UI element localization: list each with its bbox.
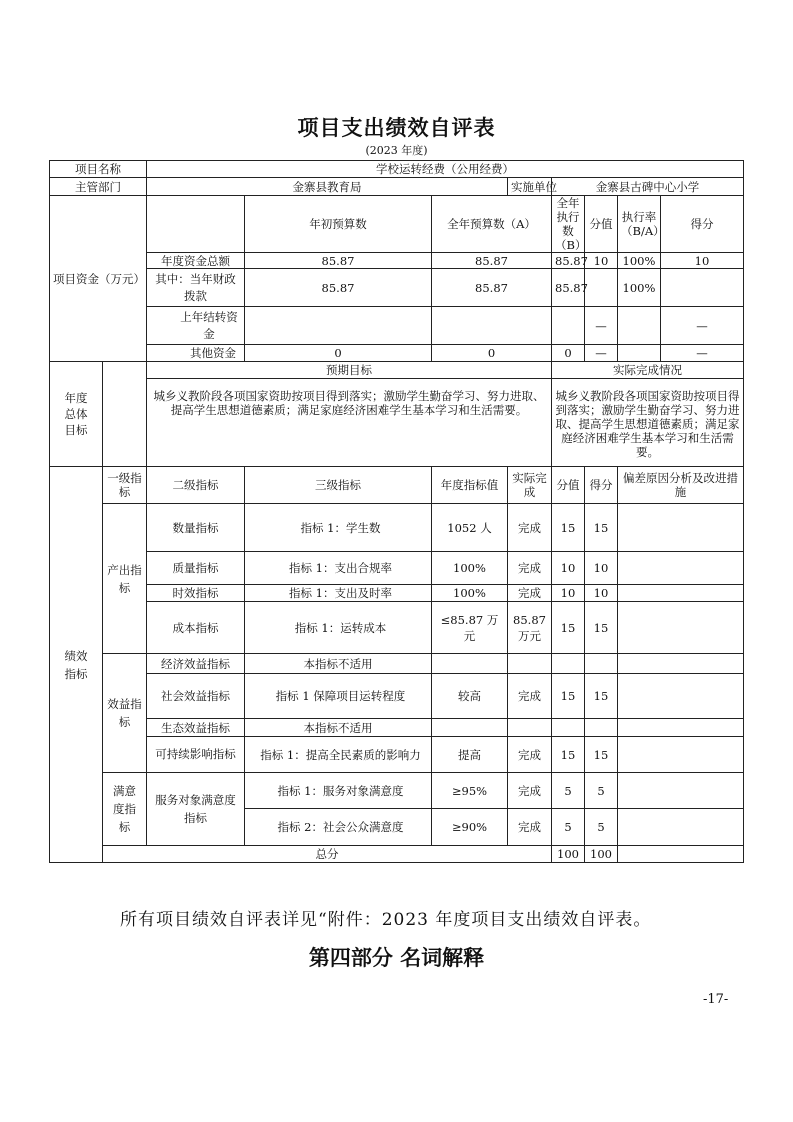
funds-annual: 85.87 [432,269,552,307]
funds-col-score-value: 分值 [585,196,618,253]
indicator-l2: 经济效益指标 [147,654,245,674]
funds-header-row [50,196,744,253]
indicator-row [50,737,744,773]
funds-score-value [585,269,618,307]
funds-row-name: 上年结转资金 [147,307,245,345]
funds-initial: 85.87 [245,269,432,307]
group-benefit-label: 效益指标 [103,654,147,773]
dept-label: 主管部门 [50,178,147,196]
funds-row [50,345,744,362]
self-evaluation-table [49,160,744,863]
indicator-l2: 可持续影响指标 [147,737,245,773]
indicator-score: 15 [585,504,618,552]
funds-score-value: 10 [585,253,618,269]
funds-executed: 85.87 [552,253,585,269]
indicator-target: 较高 [432,674,508,719]
indicator-l3: 指标 1：学生数 [245,504,432,552]
unit-value: 金寨县古碑中心小学 [552,178,744,196]
indicator-actual: 完成 [508,674,552,719]
indicator-value [552,654,585,674]
goals-content-row [50,379,744,467]
indicator-l3: 指标 1：服务对象满意度 [245,773,432,809]
indicator-l3: 本指标不适用 [245,654,432,674]
indicator-target: 提高 [432,737,508,773]
indicator-actual: 85.87 万元 [508,602,552,654]
indicator-note [618,654,744,674]
funds-executed [552,307,585,345]
indicator-note [618,602,744,654]
indicator-value: 15 [552,602,585,654]
funds-executed: 85.87 [552,269,585,307]
funds-initial: 85.87 [245,253,432,269]
funds-col-executed: 全年执行数（B） [552,196,585,253]
indicator-note [618,809,744,846]
indicator-value: 10 [552,552,585,585]
indicator-l3: 指标 1：支出合规率 [245,552,432,585]
indicator-target: ≤85.87 万元 [432,602,508,654]
indicator-row [50,773,744,809]
funds-score: — [661,307,744,345]
goals-actual-label: 实际完成情况 [552,362,744,379]
ind-head-actual: 实际完成 [508,467,552,504]
total-value: 100 [552,846,585,863]
indicator-score: 15 [585,674,618,719]
funds-row [50,253,744,269]
group-satisfaction-label: 满意度指标 [103,773,147,846]
indicator-note [618,737,744,773]
indicator-value: 5 [552,773,585,809]
indicator-row [50,719,744,737]
indicator-l3: 指标 1：运转成本 [245,602,432,654]
indicator-row [50,504,744,552]
indicator-l2: 社会效益指标 [147,674,245,719]
dept-row [50,178,744,196]
funds-label: 项目资金（万元） [50,196,147,362]
indicator-actual: 完成 [508,737,552,773]
indicator-score: 15 [585,737,618,773]
ind-head-l2: 二级指标 [147,467,245,504]
indicator-note [618,773,744,809]
indicator-target: 100% [432,585,508,602]
indicator-l2: 服务对象满意度指标 [147,773,245,846]
funds-rate [618,307,661,345]
goals-expected-label: 预期目标 [147,362,552,379]
indicator-row [50,552,744,585]
funds-annual: 0 [432,345,552,362]
indicator-l2: 时效指标 [147,585,245,602]
ind-head-note: 偏差原因分析及改进措施 [618,467,744,504]
funds-row-name: 其中：当年财政拨款 [147,269,245,307]
indicator-target: ≥95% [432,773,508,809]
funds-score-value: — [585,307,618,345]
indicator-note [618,719,744,737]
funds-annual [432,307,552,345]
group-output-label: 产出指标 [103,504,147,654]
indicator-value: 15 [552,504,585,552]
funds-col-initial: 年初预算数 [245,196,432,253]
indicator-l3: 指标 1：提高全民素质的影响力 [245,737,432,773]
funds-rate: 100% [618,269,661,307]
funds-col-rate: 执行率（B/A） [618,196,661,253]
indicator-actual: 完成 [508,552,552,585]
total-score: 100 [585,846,618,863]
indicator-row [50,674,744,719]
indicator-note [618,674,744,719]
attachment-note: 所有项目绩效自评表详见“附件：2023 年度项目支出绩效自评表。 [120,910,652,930]
ind-head-l3: 三级指标 [245,467,432,504]
indicator-score: 5 [585,809,618,846]
total-row [50,846,744,863]
indicator-value: 15 [552,674,585,719]
funds-score: 10 [661,253,744,269]
ind-head-value: 分值 [552,467,585,504]
funds-score [661,269,744,307]
indicator-actual [508,654,552,674]
funds-blank-cell [147,196,245,253]
funds-executed: 0 [552,345,585,362]
funds-annual: 85.87 [432,253,552,269]
unit-label: 实施单位 [508,178,552,196]
indicator-value: 5 [552,809,585,846]
indicator-actual: 完成 [508,585,552,602]
indicator-l2: 成本指标 [147,602,245,654]
indicator-score: 10 [585,552,618,585]
funds-rate: 100% [618,253,661,269]
goals-header-row [50,362,744,379]
indicator-l3: 本指标不适用 [245,719,432,737]
funds-row [50,307,744,345]
funds-row-name: 其他资金 [147,345,245,362]
indicator-l2: 生态效益指标 [147,719,245,737]
indicator-row [50,654,744,674]
indicator-value: 10 [552,585,585,602]
funds-initial: 0 [245,345,432,362]
goals-actual-text: 城乡义教阶段各项国家资助按项目得到落实；激励学生勤奋学习、努力进取、提高学生思想道德素质；满足家庭经济困难学生基本学习和生活需要。 [552,379,744,467]
ind-head-score: 得分 [585,467,618,504]
section-title: 第四部分 名词解释 [308,945,485,970]
indicator-value [552,719,585,737]
funds-score: — [661,345,744,362]
goals-expected-text: 城乡义教阶段各项国家资助按项目得到落实；激励学生勤奋学习、努力进取、提高学生思想道德素质；满足家庭经济困难学生基本学习和生活需要。 [147,379,552,467]
indicator-note [618,504,744,552]
indicator-l2: 质量指标 [147,552,245,585]
indicator-value: 15 [552,737,585,773]
page-title: 项目支出绩效自评表 [297,115,496,140]
indicator-score: 5 [585,773,618,809]
indicator-target: 1052 人 [432,504,508,552]
indicator-target [432,719,508,737]
indicator-note [618,585,744,602]
funds-score-value: — [585,345,618,362]
total-note [618,846,744,863]
indicator-l3: 指标 1 保障项目运转程度 [245,674,432,719]
indicator-l2: 数量指标 [147,504,245,552]
goals-spacer-cell [103,362,147,467]
indicator-target: 100% [432,552,508,585]
indicator-score: 15 [585,602,618,654]
funds-col-annual: 全年预算数（A） [432,196,552,253]
indicator-actual: 完成 [508,773,552,809]
indicator-actual: 完成 [508,504,552,552]
indicator-score [585,654,618,674]
indicator-actual [508,719,552,737]
funds-rate [618,345,661,362]
indicators-label: 绩效指标 [50,467,103,863]
indicator-note [618,552,744,585]
ind-head-l1: 一级指标 [103,467,147,504]
indicator-l3: 指标 1：支出及时率 [245,585,432,602]
funds-row-name: 年度资金总额 [147,253,245,269]
funds-col-score: 得分 [661,196,744,253]
indicator-row [50,585,744,602]
ind-head-target: 年度指标值 [432,467,508,504]
goals-label: 年度总体目标 [50,362,103,467]
indicator-target: ≥90% [432,809,508,846]
indicator-target [432,654,508,674]
indicator-l3: 指标 2：社会公众满意度 [245,809,432,846]
indicator-row [50,602,744,654]
project-name-label: 项目名称 [50,161,147,178]
page-subtitle: (2023 年度) [365,144,428,157]
project-name-row [50,161,744,178]
total-label: 总分 [103,846,552,863]
funds-row [50,269,744,307]
dept-value: 金寨县教育局 [147,178,508,196]
page-number: -17- [703,992,729,1007]
funds-initial [245,307,432,345]
indicator-score [585,719,618,737]
indicator-actual: 完成 [508,809,552,846]
indicator-score: 10 [585,585,618,602]
project-name-value: 学校运转经费（公用经费） [147,161,744,178]
indicators-header-row [50,467,744,504]
